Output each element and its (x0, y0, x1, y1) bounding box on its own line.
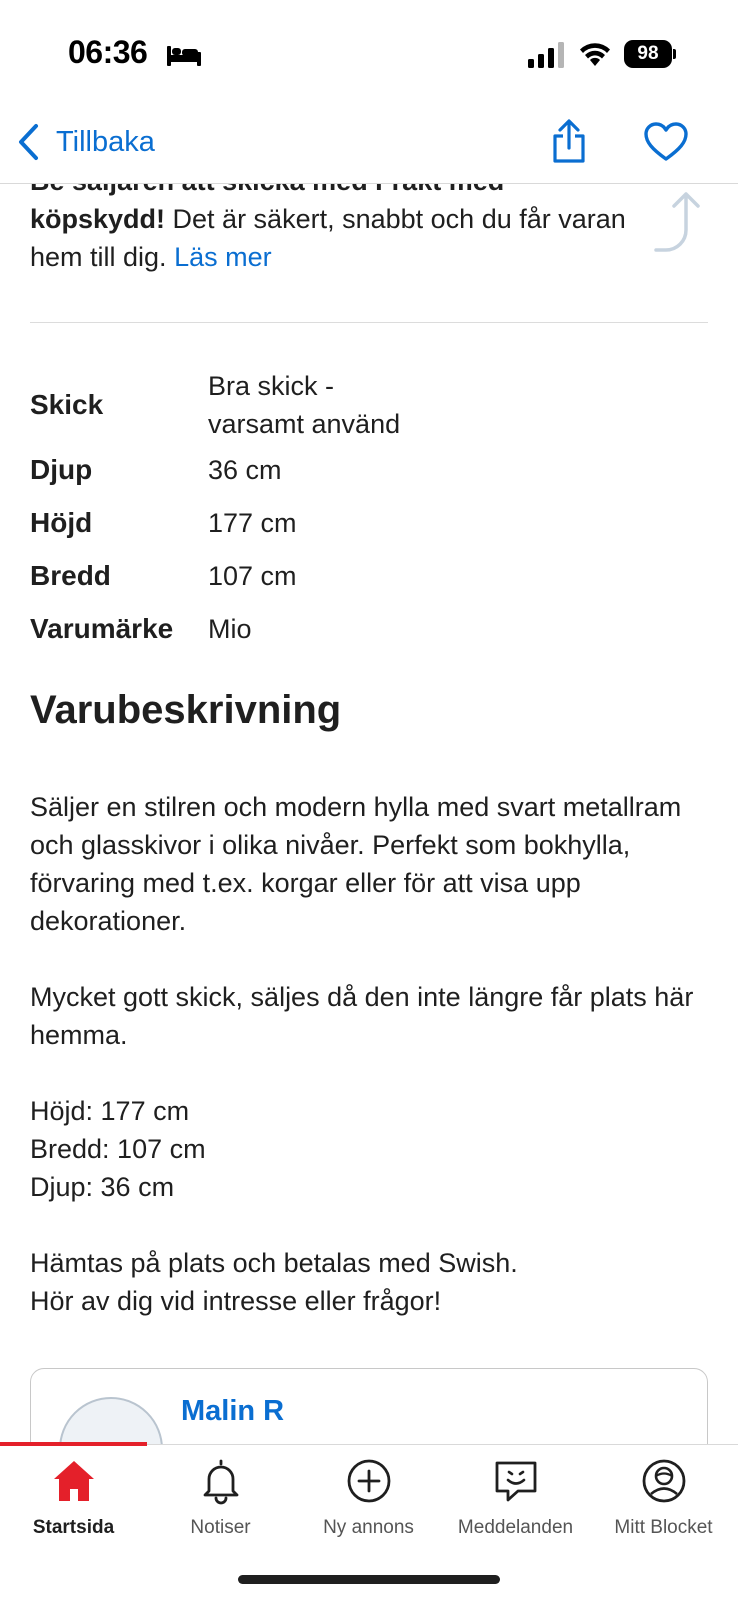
bed-icon (167, 44, 201, 66)
spec-label: Djup (30, 453, 93, 485)
cellular-signal-icon (528, 42, 564, 68)
chat-icon (492, 1457, 540, 1505)
listing-content (0, 184, 738, 1444)
wifi-icon (578, 40, 612, 68)
spec-row-brand (30, 602, 708, 655)
read-more-link[interactable]: Läs mer (174, 242, 272, 272)
tab-mitt-blocket[interactable] (590, 1445, 737, 1555)
arrow-up-icon[interactable] (650, 188, 710, 254)
home-icon (50, 1457, 98, 1505)
tab-label: Startsida (32, 1517, 115, 1538)
spec-row-condition (30, 367, 708, 443)
shipping-text: Det är säkert, snabbt och du får varan hem till dig. (30, 204, 626, 272)
tab-meddelanden[interactable] (442, 1445, 589, 1555)
shipping-info (30, 200, 630, 276)
spec-label: Varumärke (30, 612, 174, 644)
favorite-heart-icon[interactable] (643, 122, 689, 162)
spec-value: 36 cm (208, 454, 282, 485)
shipping-bold: köpskydd! (30, 204, 166, 234)
tab-label: Meddelanden (457, 1517, 574, 1538)
back-label: Tillbaka (56, 125, 155, 158)
description-paragraph: Hämtas på plats och betalas med Swish. Hör av dig vid intresse eller frågor! (30, 1248, 518, 1316)
spec-row-width (30, 549, 708, 602)
description-paragraph: Höjd: 177 cm Bredd: 107 cm Djup: 36 cm (30, 1096, 206, 1202)
navigation-bar (0, 108, 738, 184)
spec-value: 107 cm (208, 560, 297, 591)
seller-name[interactable]: Malin R (181, 1395, 285, 1427)
battery-level: 98 (624, 40, 672, 68)
battery-indicator (624, 40, 676, 68)
tab-ny-annons[interactable] (295, 1445, 442, 1555)
divider (30, 322, 708, 323)
description-paragraph: Säljer en stilren och modern hylla med svart metallram och glasskivor i olika nivåer. Perfekt som bokhylla, förvaring med t.ex. korgar eller för att visa upp dekorationer. (30, 792, 682, 936)
tab-label: Notiser (190, 1517, 251, 1538)
tab-label: Mitt Blocket (614, 1517, 713, 1538)
spec-value: Bra skick - varsamt använd (208, 371, 401, 439)
spec-label: Bredd (30, 559, 111, 591)
tab-label: Ny annons (323, 1517, 414, 1538)
tab-notiser[interactable] (147, 1445, 294, 1555)
spec-value: 177 cm (208, 507, 297, 538)
status-bar (0, 0, 738, 108)
description-paragraph: Mycket gott skick, säljes då den inte längre får plats här hemma. (30, 982, 694, 1050)
tab-startsida[interactable] (0, 1445, 147, 1555)
back-button[interactable] (16, 120, 155, 164)
share-icon[interactable] (549, 118, 589, 164)
plus-circle-icon (345, 1457, 393, 1505)
spec-label: Skick (30, 389, 104, 420)
spec-table (30, 367, 708, 655)
profile-icon (640, 1457, 688, 1505)
spec-label: Höjd (30, 506, 93, 538)
chevron-left-icon (16, 122, 42, 162)
description-title: Varubeskrivning (30, 688, 342, 732)
spec-row-depth (30, 443, 708, 496)
description-body (30, 788, 710, 1358)
spec-row-height (30, 496, 708, 549)
status-time: 06:36 (68, 34, 148, 70)
home-indicator (238, 1575, 500, 1584)
spec-value: Mio (208, 613, 252, 644)
bell-icon (197, 1457, 245, 1505)
